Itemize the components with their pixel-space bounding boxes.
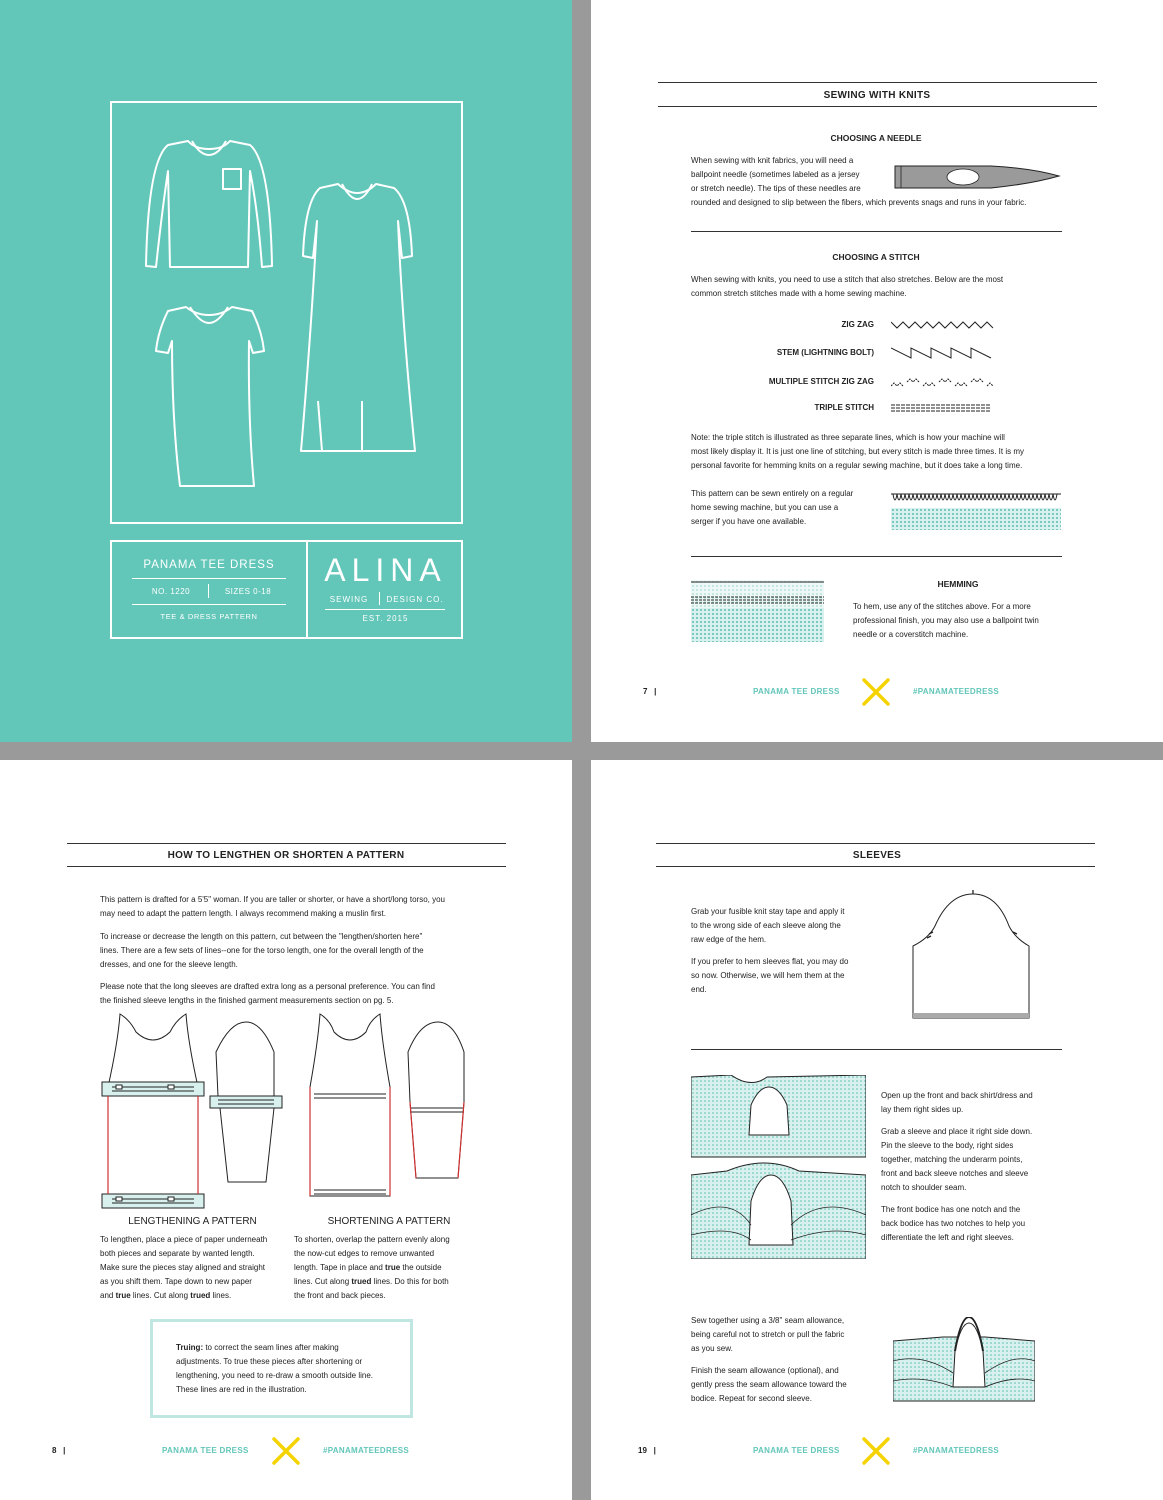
intro-paragraph-3: Please note that the long sleeves are drafted extra long as a personal preference. You can find the finished sleeve lengths in the finished garment measurements section on pg. 5. bbox=[100, 982, 435, 1005]
hemming-heading: HEMMING bbox=[937, 579, 979, 589]
footer-product: PANAMA TEE DRESS bbox=[753, 687, 840, 696]
footer-hashtag: #PANAMATEEDRESS bbox=[913, 687, 999, 696]
title-rule-top bbox=[656, 843, 1095, 844]
stitch-label-stem: STEM (LIGHTNING BOLT) bbox=[776, 348, 874, 357]
page-title: SLEEVES bbox=[852, 850, 902, 861]
page-19 bbox=[591, 760, 1163, 1500]
sleeve-step-3: Sew together using a 3/8" seam allowance, being careful not to stretch or pull the fabric as you sew. Finish the seam allowance (optional), and gently press the seam allowance toward the bodice. Repeat for second sleeve. bbox=[691, 1316, 847, 1403]
hemming-text: To hem, use any of the stitches above. For a more professional finish, you may also use a ballpoint twin needle or a coverstitch machine. bbox=[853, 602, 1039, 639]
brand-rule bbox=[325, 609, 445, 610]
needle-heading: CHOOSING A NEEDLE bbox=[830, 133, 922, 143]
needle-icon bbox=[891, 164, 1063, 190]
shorten-text: To shorten, overlap the pattern evenly along the now-cut edges to remove unwanted length. Tape in place and true the outside lines. Cut along trued lines. Do this for both the front and back pieces. bbox=[294, 1235, 450, 1300]
sleeve-pattern-icon bbox=[909, 888, 1033, 1022]
stitch-intro: When sewing with knits, you need to use a stitch that also stretches. Below are the most common stretch stitches made with a home sewing machine. bbox=[691, 275, 1004, 298]
needle-text: When sewing with knit fabrics, you will need a ballpoint needle (sometimes labeled as a jersey or stretch needle). The tips of these needles are bbox=[691, 156, 861, 193]
footer-product: PANAMA TEE DRESS bbox=[162, 1446, 249, 1455]
x-mark-icon bbox=[862, 1437, 890, 1465]
brand-logo: ALINA bbox=[324, 552, 447, 588]
stitch-note: Note: the triple stitch is illustrated as three separate lines, which is how your machine will most likely display it. It is just one line of stitching, but every stitch is made three times. It is my personal favorite for hemming knits on a regular sewing machine, but it does take a long time. bbox=[691, 433, 1025, 470]
title-rule-bottom bbox=[656, 866, 1095, 867]
hem-swatch-icon bbox=[691, 580, 824, 642]
lengthen-text: To lengthen, place a piece of paper underneath both pieces and separate by wanted length. Make sure the pieces stay aligned and straight as you shift them. Tape down to new paper and true lines. Cut along trued lines. bbox=[100, 1235, 268, 1300]
title-rule-bottom bbox=[658, 106, 1097, 107]
title-rule-top bbox=[658, 82, 1097, 83]
title-rule-bottom bbox=[67, 866, 506, 867]
garment-illustrations bbox=[110, 101, 463, 524]
cover-product-name: PANAMA TEE DRESS bbox=[143, 559, 275, 571]
sewn-sleeve-diagram-icon bbox=[893, 1317, 1035, 1405]
section-rule-2 bbox=[691, 556, 1062, 557]
x-mark-icon bbox=[272, 1437, 300, 1465]
footer-product: PANAMA TEE DRESS bbox=[753, 1446, 840, 1455]
x-mark-icon bbox=[862, 678, 890, 706]
needle-text-full: rounded and designed to slip between the fibers, which prevents snags and runs in your fabric. bbox=[691, 198, 1027, 207]
sleeve-step-1: Grab your fusible knit stay tape and apply it to the wrong side of each sleeve along the raw edge of the hem. If you prefer to hem sleeves flat, you may do so now. Otherwise, we will hem them at the end. bbox=[691, 907, 849, 994]
page-number: 8 | bbox=[52, 1446, 66, 1455]
sleeve-step-2: Open up the front and back shirt/dress and lay them right sides up. Grab a sleeve and place it right side down. Pin the sleeve to the body, right sides together, matching the underarm points, front and back sleeve notches and sleeve notch to shoulder seam. The front bodice has one notch and the back bodice has two notches to help you differentiate the left and right sleeves. bbox=[881, 1091, 1033, 1242]
section-rule-1 bbox=[691, 231, 1062, 232]
title-rule-top bbox=[67, 843, 506, 844]
page-title: SEWING WITH KNITS bbox=[823, 90, 931, 101]
cover-rule-1 bbox=[132, 578, 286, 579]
cover-sizes: SIZES 0-18 bbox=[224, 587, 272, 596]
page-title: HOW TO LENGTHEN OR SHORTEN A PATTERN bbox=[167, 850, 405, 861]
page-8 bbox=[0, 760, 572, 1500]
footer-hashtag: #PANAMATEEDRESS bbox=[913, 1446, 999, 1455]
serger-text: This pattern can be sewn entirely on a regular home sewing machine, but you can use a serger if you have one available. bbox=[691, 489, 854, 526]
stitch-label-multi: MULTIPLE STITCH ZIG ZAG bbox=[768, 377, 874, 386]
page-number: 7 | bbox=[643, 687, 657, 696]
cover-number-divider bbox=[208, 584, 209, 598]
truing-text: Truing: to correct the seam lines after making adjustments. To true these pieces after shortening or lengthening, you need to re-draw a smooth outside line. These lines are red in the illustration. bbox=[176, 1343, 374, 1394]
page-7 bbox=[591, 0, 1163, 742]
pin-sleeve-diagram-icon bbox=[691, 1075, 866, 1259]
section-rule-1 bbox=[691, 1049, 1062, 1050]
serger-stitch-icon bbox=[891, 492, 1061, 530]
intro-paragraph-2: To increase or decrease the length on this pattern, cut between the "lengthen/shorten here" lines. There are a few sets of lines--one for the torso length, one for the overall length of the dresses, and one for the sleeve length. bbox=[100, 932, 424, 969]
pattern-diagram-icon bbox=[98, 1012, 478, 1212]
lengthen-caption: LENGTHENING A PATTERN bbox=[128, 1216, 257, 1227]
brand-sub-sewing: SEWING bbox=[329, 595, 369, 604]
stitch-samples-icon bbox=[891, 316, 995, 416]
footer-hashtag: #PANAMATEEDRESS bbox=[323, 1446, 409, 1455]
cover-page bbox=[0, 0, 572, 742]
stitch-label-zigzag: ZIG ZAG bbox=[841, 320, 874, 329]
brand-sub-design: DESIGN CO. bbox=[386, 595, 444, 604]
shorten-caption: SHORTENING A PATTERN bbox=[327, 1216, 451, 1227]
cover-rule-2 bbox=[132, 604, 286, 605]
cover-pattern-type: TEE & DRESS PATTERN bbox=[160, 612, 258, 621]
intro-paragraph-1: This pattern is drafted for a 5'5" woman. If you are taller or shorter, or have a short/long torso, you may need to adapt the pattern length. I always recommend making a muslin first. bbox=[100, 895, 445, 918]
stitch-label-triple: TRIPLE STITCH bbox=[814, 403, 874, 412]
stitch-heading: CHOOSING A STITCH bbox=[832, 252, 920, 262]
cover-number: NO. 1220 bbox=[151, 587, 191, 596]
page-number: 19 | bbox=[638, 1446, 656, 1455]
brand-est: EST. 2015 bbox=[362, 614, 409, 623]
